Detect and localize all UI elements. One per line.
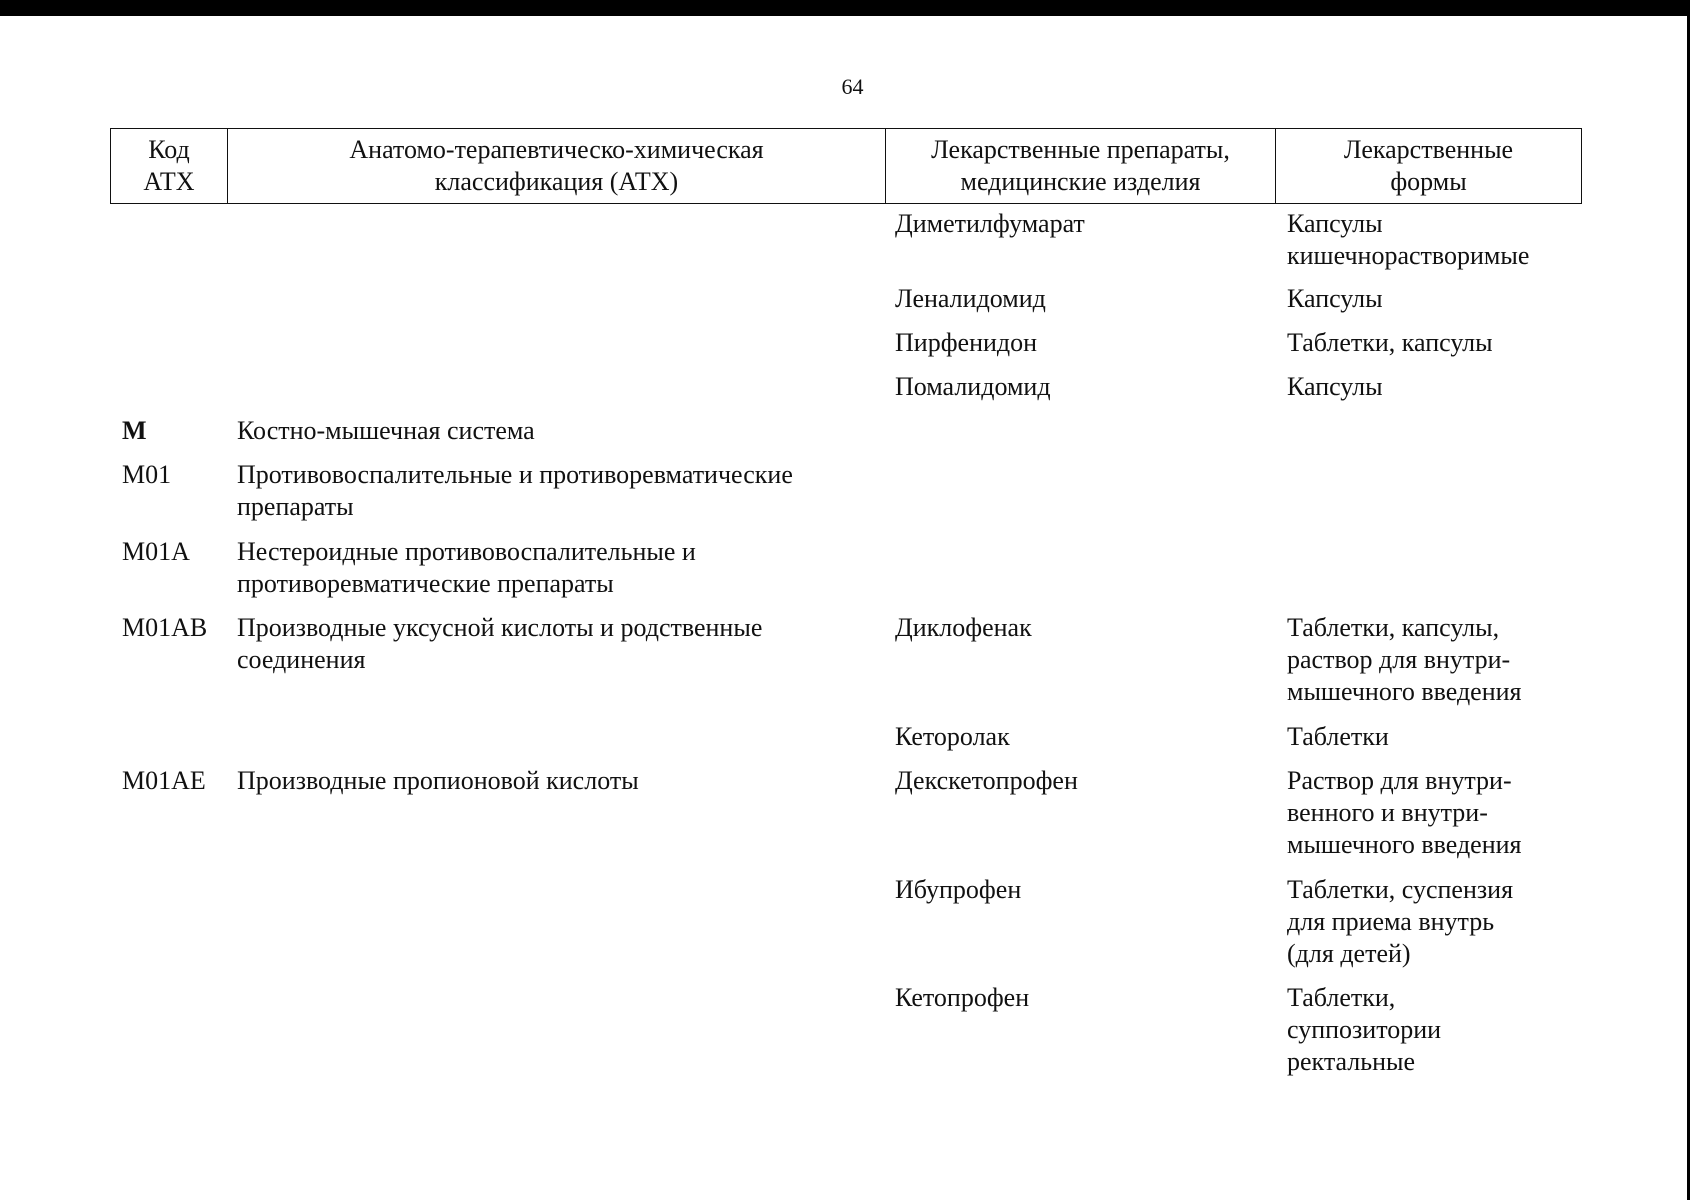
row-classification: Производные уксусной кислоты и родственные соединения — [237, 613, 763, 674]
row-form: Капсулы — [1287, 284, 1383, 313]
row-drug: Пирфенидон — [895, 328, 1038, 357]
row-drug: Леналидомид — [895, 284, 1046, 313]
row-classification: Нестероидные противовоспалительные и противоревматические препараты — [237, 537, 696, 598]
row-code: M01A — [122, 537, 190, 566]
row-classification: Производные пропионовой кислоты — [237, 766, 639, 795]
row-form: Таблетки, суппозитории ректальные — [1287, 983, 1442, 1076]
table-row — [0, 721, 1690, 765]
header-forms: Лекарственные формы — [1343, 135, 1514, 196]
table-row — [0, 371, 1690, 415]
row-drug: Декскетопрофен — [895, 766, 1078, 795]
row-drug: Кетопрофен — [895, 983, 1030, 1012]
table-row — [0, 327, 1690, 371]
table-row — [0, 208, 1690, 283]
header-drugs: Лекарственные препараты, медицинские изделия — [886, 129, 1276, 203]
row-classification: Костно-мышечная система — [237, 416, 535, 445]
row-drug: Диметилфумарат — [895, 209, 1085, 238]
row-form: Таблетки — [1287, 722, 1389, 751]
row-drug: Кеторолак — [895, 722, 1010, 751]
table-header — [110, 128, 1582, 204]
row-code: M01AE — [122, 766, 206, 795]
table-row — [0, 459, 1690, 536]
row-classification: Противовоспалительные и противоревматические препараты — [237, 460, 793, 521]
row-form: Капсулы — [1287, 372, 1383, 401]
row-drug: Диклофенак — [895, 613, 1032, 642]
table-row — [0, 765, 1690, 874]
row-code: M01AB — [122, 613, 208, 642]
row-drug: Ибупрофен — [895, 875, 1022, 904]
header-code: Код АТХ — [111, 129, 228, 203]
row-form: Таблетки, суспензия для приема внутрь (для детей) — [1287, 875, 1514, 968]
row-form: Таблетки, капсулы — [1287, 328, 1493, 357]
table-row — [0, 612, 1690, 721]
row-form: Раствор для внутри- венного и внутри- мышечного введения — [1287, 766, 1522, 859]
header-classification: Анатомо-терапевтическо-химическая классификация (АТХ) — [228, 129, 886, 203]
table-row — [0, 982, 1690, 1090]
row-form: Таблетки, капсулы, раствор для внутри- мышечного введения — [1287, 613, 1522, 706]
row-form: Капсулы кишечнорастворимые — [1287, 209, 1530, 270]
row-code: M — [122, 416, 147, 445]
row-drug: Помалидомид — [895, 372, 1051, 401]
table-body — [0, 208, 1690, 1090]
table-row — [0, 283, 1690, 327]
table-row — [0, 874, 1690, 982]
table-row — [0, 536, 1690, 612]
page-number: 64 — [841, 74, 864, 99]
table-row — [0, 415, 1690, 459]
scan-top-border — [0, 0, 1690, 16]
row-code: M01 — [122, 460, 172, 489]
